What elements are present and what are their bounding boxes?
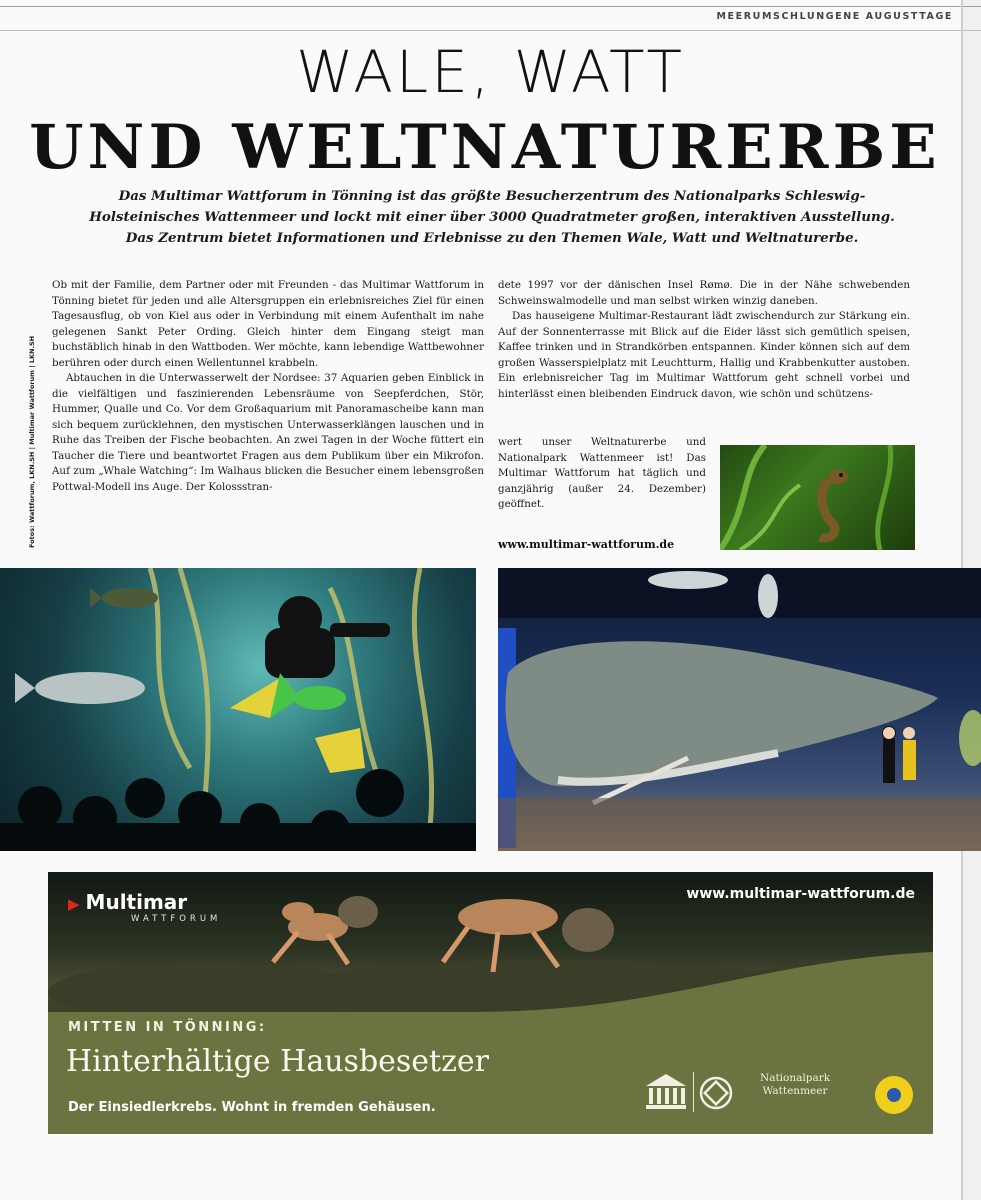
- website-link[interactable]: www.multimar-wattforum.de: [498, 538, 675, 551]
- aquarium-diver-photo: [0, 568, 476, 851]
- article-column-left: [52, 278, 484, 495]
- ad-url[interactable]: www.multimar-wattforum.de: [686, 886, 915, 902]
- paragraph: Das hauseigene Multimar-Restaurant lädt zwischendurch zur Stärkung ein. Auf der Sonnenterrasse mit Blick auf die Eider lässt sich gemütlich speisen, Kaffee trinken und in Strandkörben entspannen. Kinder können sich auf dem großen Wasserspielplatz mit Leuchtturm, Hallig und Krabbenkutter austoben. Ein erlebnisreicher Tag im Multimar Wattforum geht schnell vorbei und hinterlässt einen bleibenden Eindruck davon, wie schön und schützens-: [498, 310, 910, 400]
- ad-wave-shape: [48, 932, 933, 1022]
- photo-credit: Fotos: Wattforum, LKN.SH | Multimar Wattforum | LKN.SH: [28, 335, 36, 548]
- nationalpark-label: Nationalpark Wattenmeer: [760, 1072, 831, 1097]
- unesco-icon: [644, 1072, 688, 1112]
- lead-paragraph: Das Multimar Wattforum in Tönning ist das größte Besucherzentrum des Nationalparks Schleswig-Holsteinisches Wattenmeer und lockt mit einer über 3000 Quadratmeter großen, interaktiven Ausstellung. Das Zentrum bietet Informationen und Erlebnisse zu den Themen Wale, Watt und Weltnaturerbe.: [89, 188, 895, 246]
- paragraph: Ob mit der Familie, dem Partner oder mit Freunden - das Multimar Wattforum in Tönning bietet für jeden und alle Altersgruppen ein erlebnisreiches Ziel für einen Tagesausflug, ob von Kiel aus oder in Verbindung mit einem Aufenthalt im nahe gelegenen Sankt Peter Ording. Gleich hinter dem Eingang steigt man buchstäblich hinab in den Wattboden. Wer möchte, kann lebendige Wattbewohner berühren oder durch einen Wellentunnel krabbeln.: [52, 279, 484, 369]
- play-arrow-icon: ▶: [68, 895, 80, 913]
- paragraph: dete 1997 vor der dänischen Insel Rømø. Die in der Nähe schwebenden Schweinswalmodelle und man selbst wirken winzig daneben.: [498, 279, 910, 307]
- header-rule: [0, 30, 981, 31]
- seahorse-photo: [720, 445, 915, 550]
- world-heritage-icon: [699, 1076, 733, 1110]
- paragraph: wert unser Weltnaturerbe und Nationalpark Wattenmeer ist! Das Multimar Wattforum hat täglich und ganzjährig (außer 24. Dezember) geöffnet.: [498, 436, 706, 510]
- nationalpark-logo-icon: [873, 1074, 915, 1116]
- advertisement[interactable]: [48, 872, 933, 1134]
- title-line-2: UND WELTNATURERBE: [29, 112, 941, 183]
- article-column-right-closing: [498, 435, 706, 513]
- ad-subline: Der Einsiedlerkrebs. Wohnt in fremden Gehäusen.: [68, 1100, 436, 1115]
- ad-headline: Hinterhältige Hausbesetzer: [66, 1044, 490, 1079]
- logo-subtitle: WATTFORUM: [131, 914, 222, 924]
- multimar-logo[interactable]: ▶ Multimar: [68, 890, 188, 914]
- running-head: MEERUMSCHLUNGENE AUGUSTTAGE: [716, 11, 953, 22]
- sperm-whale-model-photo: [498, 568, 981, 851]
- paragraph: Abtauchen in die Unterwasserwelt der Nordsee: 37 Aquarien geben Einblick in die vielfältigen und faszinierenden Lebensräume von Seepferdchen, Stör, Hummer, Qualle und Co. Vor dem Großaquarium mit Panoramascheibe kann man sich bequem zurücklehnen, den mystischen Unterwasserklängen lauschen und in Ruhe das Treiben der Fische beobachten. An zwei Tagen in der Woche füttert ein Taucher die Tiere und beantwortet Fragen aus dem Publikum über ein Mikrofon. Auf zum „Whale Watching“: Im Walhaus blicken die Besucher einem lebensgroßen Pottwal-Modell ins Auge. Der Kolossstran-: [52, 372, 484, 493]
- ad-kicker: MITTEN IN TÖNNING:: [68, 1020, 267, 1035]
- top-rule: [0, 6, 981, 7]
- title-line-1: WALE, WATT: [296, 38, 685, 106]
- logo-divider: [693, 1072, 694, 1112]
- article-column-right: [498, 278, 910, 402]
